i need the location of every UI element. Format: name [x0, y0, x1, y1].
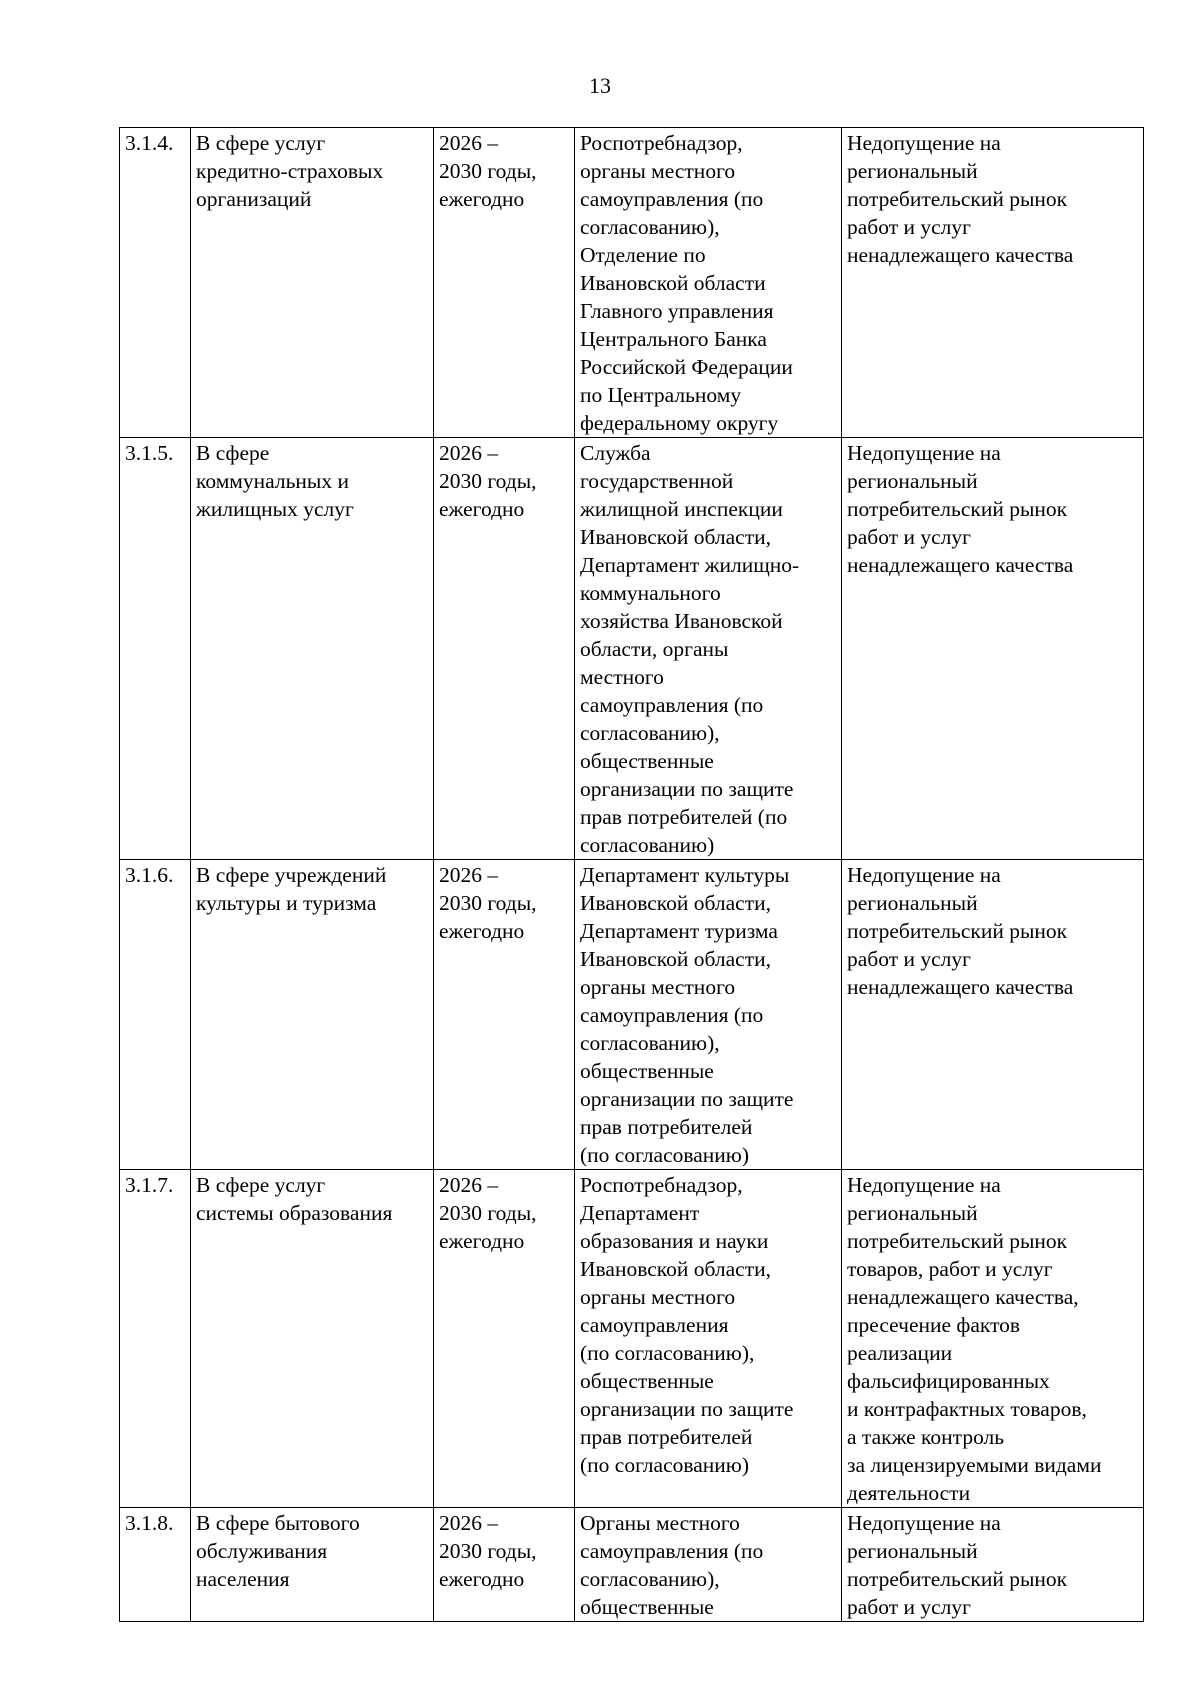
executors-cell: Роспотребнадзор, Департамент образования и науки Ивановской области, органы местного самоуправления (по согласованию), общественные организации по защите прав потребителей (по согласованию) [575, 1170, 842, 1508]
sphere-cell: В сфере услуг системы образования [191, 1170, 434, 1508]
sphere-cell: В сфере коммунальных и жилищных услуг [191, 438, 434, 860]
deadline-cell: 2026 – 2030 годы, ежегодно [434, 128, 575, 438]
table-row [120, 1170, 1144, 1508]
table-row [120, 1508, 1144, 1622]
executors-cell: Органы местного самоуправления (по согласованию), общественные [575, 1508, 842, 1622]
sphere-cell: В сфере учреждений культуры и туризма [191, 860, 434, 1170]
executors-cell: Департамент культуры Ивановской области, Департамент туризма Ивановской области, органы местного самоуправления (по согласованию), общественные организации по защите прав потребителей (по согласованию) [575, 860, 842, 1170]
sphere-cell: В сфере бытового обслуживания населения [191, 1508, 434, 1622]
sphere-cell: В сфере услуг кредитно-страховых организаций [191, 128, 434, 438]
page-number: 13 [589, 73, 611, 98]
deadline-cell: 2026 – 2030 годы, ежегодно [434, 438, 575, 860]
item-number-cell: 3.1.7. [120, 1170, 191, 1508]
deadline-cell: 2026 – 2030 годы, ежегодно [434, 1508, 575, 1622]
table-row [120, 438, 1144, 860]
item-number-cell: 3.1.6. [120, 860, 191, 1170]
executors-cell: Роспотребнадзор, органы местного самоуправления (по согласованию), Отделение по Ивановской области Главного управления Центрального Банка Российской Федерации по Центральному федеральному округу [575, 128, 842, 438]
executors-cell: Служба государственной жилищной инспекции Ивановской области, Департамент жилищно- коммунального хозяйства Ивановской области, органы местного самоуправления (по согласованию), общественные организации по защите прав потребителей (по согласованию) [575, 438, 842, 860]
expected-result-cell: Недопущение на региональный потребительский рынок работ и услуг ненадлежащего качества [842, 128, 1144, 438]
item-number-cell: 3.1.5. [120, 438, 191, 860]
table-row [120, 128, 1144, 438]
item-number-cell: 3.1.4. [120, 128, 191, 438]
measures-table [119, 127, 1144, 1622]
expected-result-cell: Недопущение на региональный потребительский рынок товаров, работ и услуг ненадлежащего качества, пресечение фактов реализации фальсифицированных и контрафактных товаров, а также контроль за лицензируемыми видами деятельности [842, 1170, 1144, 1508]
expected-result-cell: Недопущение на региональный потребительский рынок работ и услуг ненадлежащего качества [842, 438, 1144, 860]
expected-result-cell: Недопущение на региональный потребительский рынок работ и услуг [842, 1508, 1144, 1622]
expected-result-cell: Недопущение на региональный потребительский рынок работ и услуг ненадлежащего качества [842, 860, 1144, 1170]
item-number-cell: 3.1.8. [120, 1508, 191, 1622]
deadline-cell: 2026 – 2030 годы, ежегодно [434, 860, 575, 1170]
table-row [120, 860, 1144, 1170]
deadline-cell: 2026 – 2030 годы, ежегодно [434, 1170, 575, 1508]
